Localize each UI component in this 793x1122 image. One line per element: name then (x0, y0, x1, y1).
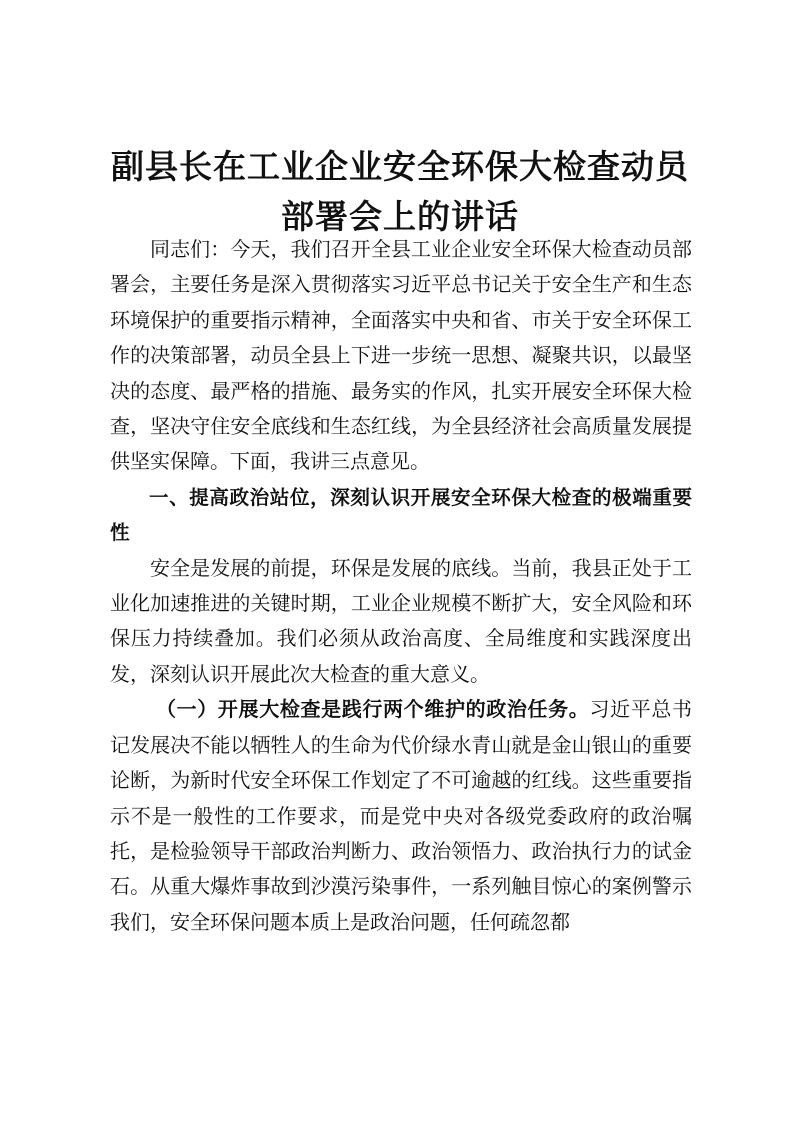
subsection-1-text: 习近平总书记发展决不能以牺牲人的生命为代价绿水青山就是金山银山的重要论断，为新时代安全环保工作划定了不可逾越的红线。这些重要指示不是一般性的工作要求，而是党中央对各级党委政府的政治嘱托，是检验领导干部政治判断力、政治领悟力、政治执行力的试金石。从重大爆炸事故到沙漠污染事件，一系列触目惊心的案例警示我们，安全环保问题本质上是政治问题，任何疏忽都 (110, 697, 693, 934)
document-body (110, 232, 692, 940)
intro-paragraph: 同志们：今天，我们召开全县工业企业安全环保大检查动员部署会，主要任务是深入贯彻落实习近平总书记关于安全生产和生态环境保护的重要指示精神，全面落实中央和省、市关于安全环保工作的决策部署，动员全县上下进一步统一思想、凝聚共识，以最坚决的态度、最严格的措施、最务实的作风，扎实开展安全环保大检查，坚决守住安全底线和生态红线，为全县经济社会高质量发展提供坚实保障。下面，我讲三点意见。 (110, 237, 692, 474)
section-1-paragraph: 安全是发展的前提，环保是发展的底线。当前，我县正处于工业化加速推进的关键时期，工业企业规模不断扩大，安全风险和环保压力持续叠加。我们必须从政治高度、全局维度和实践深度出发，深刻认识开展此次大检查的重大意义。 (110, 555, 692, 686)
section-heading-1: 一、提高政治站位，深刻认识开展安全环保大检查的极端重要性 (110, 485, 692, 545)
document-title: 副县长在工业企业安全环保大检查动员部署会上的讲话 (111, 147, 689, 236)
subsection-heading-1: （一）开展大检查是践行两个维护的政治任务。 (156, 697, 590, 722)
subsection-paragraph-1 (110, 692, 692, 940)
